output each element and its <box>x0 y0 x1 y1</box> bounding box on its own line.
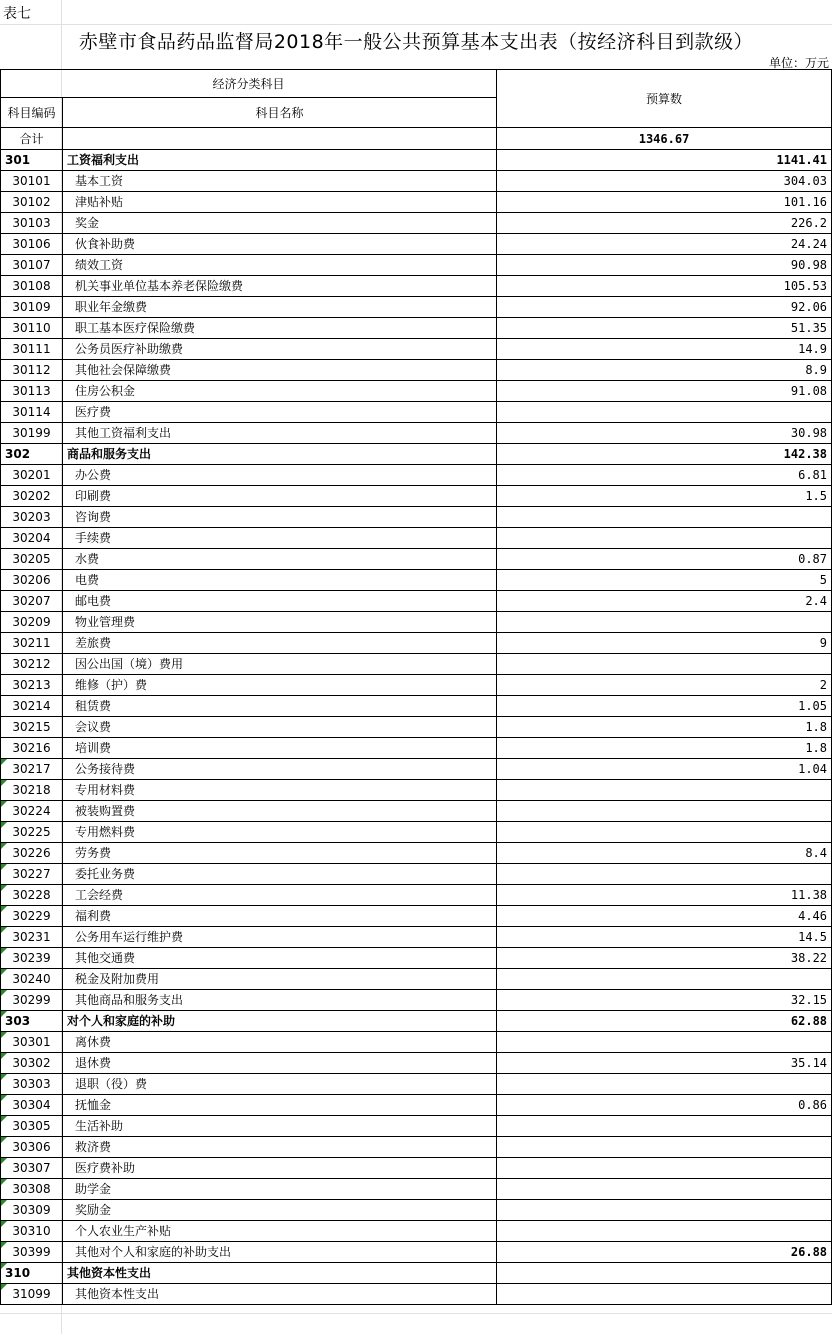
row-name-cell[interactable]: 邮电费 <box>63 591 497 612</box>
row-code-cell[interactable]: 30207 <box>1 591 63 612</box>
row-name-cell[interactable]: 离休费 <box>63 1032 497 1053</box>
unit-label: 单位：万元 <box>768 56 829 70</box>
row-amount-cell[interactable]: 51.35 <box>497 318 832 339</box>
row-name-cell[interactable]: 其他交通费 <box>63 948 497 969</box>
table-row <box>1 1221 832 1242</box>
row-code-cell[interactable]: 30240 <box>1 969 63 990</box>
budget-table <box>0 69 832 1305</box>
row-code-cell[interactable]: 30204 <box>1 528 63 549</box>
row-name-cell[interactable]: 助学金 <box>63 1179 497 1200</box>
row-amount-cell[interactable]: 26.88 <box>497 1242 832 1263</box>
row-code-cell[interactable]: 30214 <box>1 696 63 717</box>
row-code-cell[interactable]: 30212 <box>1 654 63 675</box>
table-row <box>1 885 832 906</box>
row-name-cell[interactable]: 公务接待费 <box>63 759 497 780</box>
table-row <box>1 423 832 444</box>
row-amount-cell[interactable]: 8.9 <box>497 360 832 381</box>
row-amount-cell[interactable]: 35.14 <box>497 1053 832 1074</box>
header-code-cell[interactable]: 科目编码 <box>1 98 63 128</box>
row-code-cell[interactable]: 30218 <box>1 780 63 801</box>
row-code-cell[interactable]: 30111 <box>1 339 63 360</box>
row-name-cell[interactable]: 办公费 <box>63 465 497 486</box>
row-name-cell[interactable]: 伙食补助费 <box>63 234 497 255</box>
row-code-cell[interactable]: 30108 <box>1 276 63 297</box>
row-code-cell[interactable]: 30102 <box>1 192 63 213</box>
row-name-cell[interactable]: 工资福利支出 <box>63 150 497 171</box>
row-name-cell[interactable]: 医疗费补助 <box>63 1158 497 1179</box>
header-amount-cell[interactable]: 预算数 <box>497 70 832 128</box>
table-row <box>1 528 832 549</box>
row-amount-cell[interactable]: 9 <box>497 633 832 654</box>
row-name-cell[interactable]: 住房公积金 <box>63 381 497 402</box>
row-amount-cell[interactable]: 8.4 <box>497 843 832 864</box>
row-amount-cell[interactable] <box>497 864 832 885</box>
table-row <box>1 150 832 171</box>
row-code-cell[interactable]: 30205 <box>1 549 63 570</box>
table-row <box>1 1074 832 1095</box>
table-row <box>1 654 832 675</box>
total-row <box>1 128 832 150</box>
row-name-cell[interactable]: 维修（护）费 <box>63 675 497 696</box>
row-name-cell[interactable]: 其他社会保障缴费 <box>63 360 497 381</box>
row-amount-cell[interactable]: 11.38 <box>497 885 832 906</box>
row-amount-cell[interactable] <box>497 1074 832 1095</box>
table-row <box>1 675 832 696</box>
row-name-cell[interactable]: 职工基本医疗保险缴费 <box>63 318 497 339</box>
row-amount-cell[interactable]: 91.08 <box>497 381 832 402</box>
row-amount-cell[interactable]: 24.24 <box>497 234 832 255</box>
row-amount-cell[interactable] <box>497 507 832 528</box>
row-code-cell[interactable]: 30229 <box>1 906 63 927</box>
row-code-cell[interactable]: 310 <box>1 1263 63 1284</box>
table-row <box>1 696 832 717</box>
row-amount-cell[interactable]: 4.46 <box>497 906 832 927</box>
row-code-cell[interactable]: 30199 <box>1 423 63 444</box>
total-name-cell[interactable] <box>63 128 497 150</box>
grid-line <box>0 24 832 25</box>
table-row <box>1 507 832 528</box>
row-name-cell[interactable]: 工会经费 <box>63 885 497 906</box>
table-row <box>1 1137 832 1158</box>
table-row <box>1 1242 832 1263</box>
row-code-cell[interactable]: 30107 <box>1 255 63 276</box>
row-code-cell[interactable]: 301 <box>1 150 63 171</box>
row-name-cell[interactable]: 其他资本性支出 <box>63 1284 497 1305</box>
row-code-cell[interactable]: 30114 <box>1 402 63 423</box>
row-code-cell[interactable]: 30203 <box>1 507 63 528</box>
sheet-label: 表七 <box>3 6 31 22</box>
row-amount-cell[interactable]: 101.16 <box>497 192 832 213</box>
row-amount-cell[interactable] <box>497 612 832 633</box>
row-amount-cell[interactable]: 30.98 <box>497 423 832 444</box>
row-name-cell[interactable]: 奖励金 <box>63 1200 497 1221</box>
table-row <box>1 297 832 318</box>
row-amount-cell[interactable]: 38.22 <box>497 948 832 969</box>
table-row <box>1 1263 832 1284</box>
row-name-cell[interactable]: 手续费 <box>63 528 497 549</box>
row-code-cell[interactable]: 30399 <box>1 1242 63 1263</box>
row-name-cell[interactable]: 其他商品和服务支出 <box>63 990 497 1011</box>
row-name-cell[interactable]: 劳务费 <box>63 843 497 864</box>
row-amount-cell[interactable] <box>497 969 832 990</box>
table-row <box>1 486 832 507</box>
row-code-cell[interactable]: 30202 <box>1 486 63 507</box>
row-amount-cell[interactable]: 1.05 <box>497 696 832 717</box>
row-name-cell[interactable]: 其他工资福利支出 <box>63 423 497 444</box>
row-name-cell[interactable]: 福利费 <box>63 906 497 927</box>
row-name-cell[interactable]: 专用燃料费 <box>63 822 497 843</box>
row-amount-cell[interactable] <box>497 1032 832 1053</box>
row-amount-cell[interactable]: 92.06 <box>497 297 832 318</box>
row-amount-cell[interactable]: 14.5 <box>497 927 832 948</box>
table-row <box>1 822 832 843</box>
row-code-cell[interactable]: 30106 <box>1 234 63 255</box>
table-row <box>1 360 832 381</box>
table-row <box>1 780 832 801</box>
table-row <box>1 927 832 948</box>
row-code-cell[interactable]: 30206 <box>1 570 63 591</box>
row-name-cell[interactable]: 商品和服务支出 <box>63 444 497 465</box>
row-name-cell[interactable]: 因公出国（境）费用 <box>63 654 497 675</box>
row-name-cell[interactable]: 电费 <box>63 570 497 591</box>
table-row <box>1 843 832 864</box>
row-name-cell[interactable]: 水费 <box>63 549 497 570</box>
row-amount-cell[interactable]: 90.98 <box>497 255 832 276</box>
row-amount-cell[interactable] <box>497 1263 832 1284</box>
row-name-cell[interactable]: 职业年金缴费 <box>63 297 497 318</box>
row-amount-cell[interactable] <box>497 822 832 843</box>
row-code-cell[interactable]: 31099 <box>1 1284 63 1305</box>
row-code-cell[interactable]: 30226 <box>1 843 63 864</box>
table-row <box>1 1179 832 1200</box>
row-name-cell[interactable]: 其他对个人和家庭的补助支出 <box>63 1242 497 1263</box>
row-name-cell[interactable]: 其他资本性支出 <box>63 1263 497 1284</box>
table-row <box>1 465 832 486</box>
table-row <box>1 906 832 927</box>
table-row <box>1 192 832 213</box>
row-name-cell[interactable]: 公务员医疗补助缴费 <box>63 339 497 360</box>
row-name-cell[interactable]: 生活补助 <box>63 1116 497 1137</box>
table-row <box>1 1011 832 1032</box>
row-code-cell[interactable]: 30103 <box>1 213 63 234</box>
row-amount-cell[interactable]: 5 <box>497 570 832 591</box>
row-code-cell[interactable]: 30217 <box>1 759 63 780</box>
row-code-cell[interactable]: 30211 <box>1 633 63 654</box>
table-row <box>1 234 832 255</box>
row-amount-cell[interactable]: 304.03 <box>497 171 832 192</box>
row-amount-cell[interactable]: 1.8 <box>497 738 832 759</box>
row-name-cell[interactable]: 机关事业单位基本养老保险缴费 <box>63 276 497 297</box>
table-row <box>1 717 832 738</box>
row-code-cell[interactable]: 30307 <box>1 1158 63 1179</box>
row-code-cell[interactable]: 30216 <box>1 738 63 759</box>
row-code-cell[interactable]: 30305 <box>1 1116 63 1137</box>
table-row <box>1 1053 832 1074</box>
table-row <box>1 213 832 234</box>
table-row <box>1 759 832 780</box>
table-row <box>1 402 832 423</box>
row-code-cell[interactable]: 30304 <box>1 1095 63 1116</box>
table-row <box>1 1200 832 1221</box>
row-name-cell[interactable]: 被装购置费 <box>63 801 497 822</box>
row-amount-cell[interactable]: 6.81 <box>497 465 832 486</box>
row-name-cell[interactable]: 退职（役）费 <box>63 1074 497 1095</box>
table-row <box>1 444 832 465</box>
table-row <box>1 339 832 360</box>
row-name-cell[interactable]: 对个人和家庭的补助 <box>63 1011 497 1032</box>
total-amount-cell[interactable]: 1346.67 <box>497 128 832 150</box>
row-name-cell[interactable]: 税金及附加费用 <box>63 969 497 990</box>
table-row <box>1 864 832 885</box>
row-name-cell[interactable]: 基本工资 <box>63 171 497 192</box>
row-amount-cell[interactable]: 2 <box>497 675 832 696</box>
table-row <box>1 1032 832 1053</box>
page-title: 赤壁市食品药品监督局2018年一般公共预算基本支出表（按经济科目到款级） <box>78 31 754 53</box>
row-name-cell[interactable]: 绩效工资 <box>63 255 497 276</box>
row-code-cell[interactable]: 30301 <box>1 1032 63 1053</box>
row-name-cell[interactable]: 咨询费 <box>63 507 497 528</box>
row-code-cell[interactable]: 30209 <box>1 612 63 633</box>
row-code-cell[interactable]: 30310 <box>1 1221 63 1242</box>
row-amount-cell[interactable] <box>497 1137 832 1158</box>
row-code-cell[interactable]: 30213 <box>1 675 63 696</box>
row-code-cell[interactable]: 30309 <box>1 1200 63 1221</box>
row-code-cell[interactable]: 302 <box>1 444 63 465</box>
table-row <box>1 990 832 1011</box>
row-amount-cell[interactable]: 226.2 <box>497 213 832 234</box>
row-name-cell[interactable]: 抚恤金 <box>63 1095 497 1116</box>
row-code-cell[interactable]: 30110 <box>1 318 63 339</box>
table-row <box>1 591 832 612</box>
row-amount-cell[interactable]: 0.87 <box>497 549 832 570</box>
table-row <box>1 1284 832 1305</box>
row-amount-cell[interactable] <box>497 801 832 822</box>
row-name-cell[interactable]: 津贴补贴 <box>63 192 497 213</box>
table-row <box>1 612 832 633</box>
budget-table-body <box>1 70 832 1305</box>
row-name-cell[interactable]: 退休费 <box>63 1053 497 1074</box>
table-row <box>1 738 832 759</box>
row-name-cell[interactable]: 个人农业生产补贴 <box>63 1221 497 1242</box>
row-code-cell[interactable]: 30201 <box>1 465 63 486</box>
row-amount-cell[interactable] <box>497 1284 832 1305</box>
row-amount-cell[interactable] <box>497 1179 832 1200</box>
row-amount-cell[interactable] <box>497 402 832 423</box>
row-amount-cell[interactable]: 62.88 <box>497 1011 832 1032</box>
table-row <box>1 633 832 654</box>
header-row <box>1 70 832 98</box>
row-amount-cell[interactable] <box>497 654 832 675</box>
table-row <box>1 948 832 969</box>
row-code-cell[interactable]: 30239 <box>1 948 63 969</box>
row-amount-cell[interactable]: 1141.41 <box>497 150 832 171</box>
row-name-cell[interactable]: 培训费 <box>63 738 497 759</box>
row-code-cell[interactable]: 30215 <box>1 717 63 738</box>
row-name-cell[interactable]: 会议费 <box>63 717 497 738</box>
row-code-cell[interactable]: 303 <box>1 1011 63 1032</box>
row-name-cell[interactable]: 差旅费 <box>63 633 497 654</box>
row-amount-cell[interactable]: 2.4 <box>497 591 832 612</box>
row-amount-cell[interactable] <box>497 780 832 801</box>
row-name-cell[interactable]: 医疗费 <box>63 402 497 423</box>
row-code-cell[interactable]: 30299 <box>1 990 63 1011</box>
row-code-cell[interactable]: 30231 <box>1 927 63 948</box>
table-row <box>1 171 832 192</box>
row-amount-cell[interactable] <box>497 1200 832 1221</box>
row-amount-cell[interactable]: 105.53 <box>497 276 832 297</box>
row-code-cell[interactable]: 30113 <box>1 381 63 402</box>
header-group-cell[interactable]: 经济分类科目 <box>1 70 497 98</box>
row-amount-cell[interactable] <box>497 528 832 549</box>
row-code-cell[interactable]: 30306 <box>1 1137 63 1158</box>
table-row <box>1 255 832 276</box>
table-row <box>1 549 832 570</box>
row-code-cell[interactable]: 30225 <box>1 822 63 843</box>
table-row <box>1 801 832 822</box>
header-name-cell[interactable]: 科目名称 <box>63 98 497 128</box>
row-amount-cell[interactable]: 32.15 <box>497 990 832 1011</box>
row-name-cell[interactable]: 委托业务费 <box>63 864 497 885</box>
row-name-cell[interactable]: 租赁费 <box>63 696 497 717</box>
total-label-cell[interactable]: 合计 <box>1 128 63 150</box>
row-amount-cell[interactable]: 1.8 <box>497 717 832 738</box>
row-name-cell[interactable]: 专用材料费 <box>63 780 497 801</box>
row-code-cell[interactable]: 30303 <box>1 1074 63 1095</box>
row-amount-cell[interactable] <box>497 1116 832 1137</box>
row-code-cell[interactable]: 30228 <box>1 885 63 906</box>
row-name-cell[interactable]: 印刷费 <box>63 486 497 507</box>
row-name-cell[interactable]: 救济费 <box>63 1137 497 1158</box>
grid-line <box>0 1313 832 1314</box>
table-row <box>1 570 832 591</box>
row-amount-cell[interactable]: 142.38 <box>497 444 832 465</box>
row-code-cell[interactable]: 30109 <box>1 297 63 318</box>
row-code-cell[interactable]: 30302 <box>1 1053 63 1074</box>
table-row <box>1 381 832 402</box>
row-code-cell[interactable]: 30224 <box>1 801 63 822</box>
row-amount-cell[interactable]: 0.86 <box>497 1095 832 1116</box>
row-name-cell[interactable]: 物业管理费 <box>63 612 497 633</box>
row-amount-cell[interactable] <box>497 1158 832 1179</box>
table-row <box>1 969 832 990</box>
table-row <box>1 1158 832 1179</box>
row-amount-cell[interactable] <box>497 1221 832 1242</box>
row-code-cell[interactable]: 30227 <box>1 864 63 885</box>
row-name-cell[interactable]: 公务用车运行维护费 <box>63 927 497 948</box>
row-code-cell[interactable]: 30101 <box>1 171 63 192</box>
table-row <box>1 1095 832 1116</box>
row-name-cell[interactable]: 奖金 <box>63 213 497 234</box>
table-row <box>1 318 832 339</box>
row-amount-cell[interactable]: 14.9 <box>497 339 832 360</box>
row-code-cell[interactable]: 30308 <box>1 1179 63 1200</box>
row-amount-cell[interactable]: 1.5 <box>497 486 832 507</box>
table-row <box>1 276 832 297</box>
table-row <box>1 1116 832 1137</box>
row-code-cell[interactable]: 30112 <box>1 360 63 381</box>
row-amount-cell[interactable]: 1.04 <box>497 759 832 780</box>
